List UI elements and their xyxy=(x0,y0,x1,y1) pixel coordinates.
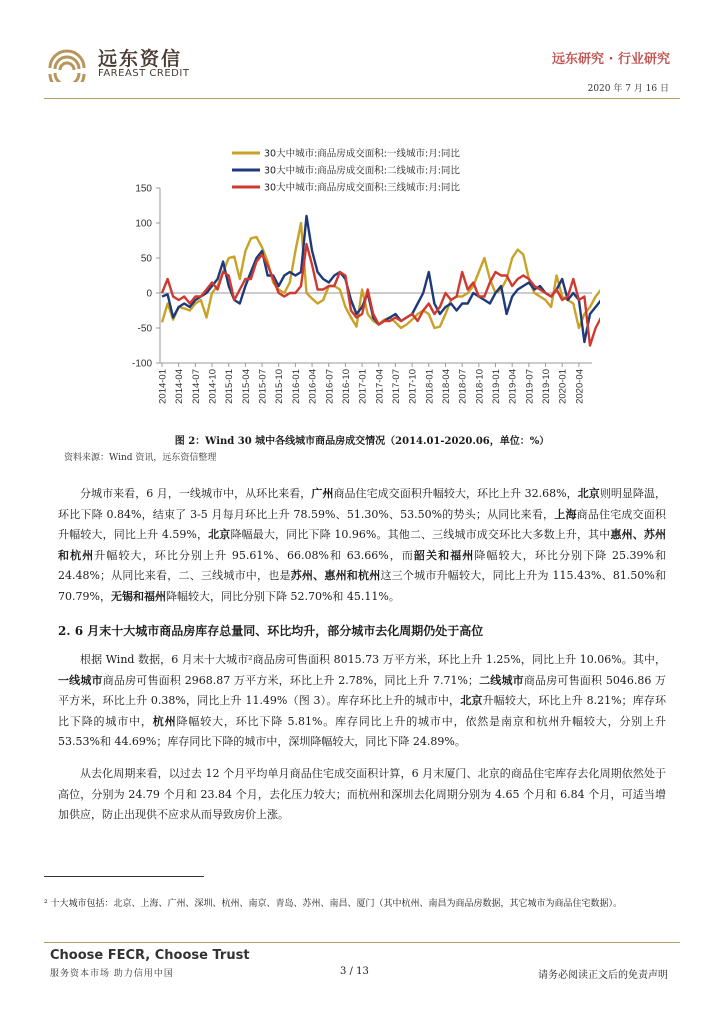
x-tick-label: 2014-10 xyxy=(207,369,219,404)
x-tick-label: 2014-04 xyxy=(174,369,186,404)
legend-label-2: 30大中城市:商品房成交面积:二线城市:月:同比 xyxy=(264,165,460,177)
x-tick-label: 2014-07 xyxy=(190,369,202,404)
x-tick-label: 2015-10 xyxy=(274,369,286,404)
report-series: 远东研究 · 行业研究 xyxy=(552,52,670,67)
y-tick-label: -50 xyxy=(137,323,152,335)
section-heading: 2. 6 月末十大城市商品房库存总量同、环比均升，部分城市去化周期仍处于高位 xyxy=(58,624,484,638)
x-tick-label: 2017-01 xyxy=(357,369,369,404)
paragraph-city-sales: 分城市来看，6 月，一线城市中，从环比来看，广州商品住宅成交面积升幅较大，环比上升 32.68%，北京则明显降温，环比下降 0.84%，结束了 3-5 月每月环比上升 78.59%、51.30%、53.50%的势头；从同比来看，上海商品住宅成交面积升幅较大，同比上升 4.59%，北京降幅最大，同比下降 10.96%。其他二、三线城市成交环比大多数上升，其中惠州、苏州和杭州升幅较大，环比分别上升 95.61%、66.08%和 63.66%，而韶关和福州降幅较大，环比分别下降 25.39%和 24.48%；从同比来看，二、三线城市中，也是苏州、惠州和杭州这三个城市升幅较大，同比上升为 115.43%、81.50%和 70.79%，无锡和福州降幅较大，同比分别下降 52.70%和 45.11%。 xyxy=(58,487,667,603)
line-chart xyxy=(130,140,600,425)
x-tick-label: 2019-07 xyxy=(524,369,536,404)
page-number: 3 / 13 xyxy=(340,966,369,977)
x-tick-label: 2019-10 xyxy=(541,369,553,404)
footnote-divider xyxy=(44,876,204,877)
x-tick-label: 2015-04 xyxy=(240,369,252,404)
logo-name-en: FAREAST CREDIT xyxy=(98,68,190,79)
x-tick-label: 2019-04 xyxy=(507,369,519,404)
legend-label-1: 30大中城市:商品房成交面积:一线城市:月:同比 xyxy=(264,148,460,160)
header-divider xyxy=(44,98,680,99)
footer-slogan: Choose FECR, Choose Trust xyxy=(50,948,250,963)
fareast-logo-icon xyxy=(44,42,90,82)
disclaimer-note: 请务必阅读正文后的免责声明 xyxy=(538,970,668,981)
y-tick-label: 0 xyxy=(146,288,152,300)
x-tick-label: 2017-07 xyxy=(390,369,402,404)
x-tick-label: 2014-01 xyxy=(157,369,169,404)
x-tick-label: 2016-10 xyxy=(340,369,352,404)
logo-name-cn: 远东资信 xyxy=(98,48,183,70)
x-tick-label: 2016-01 xyxy=(290,369,302,404)
x-tick-label: 2020-04 xyxy=(574,369,586,404)
x-tick-label: 2020-01 xyxy=(557,369,569,404)
x-tick-label: 2018-01 xyxy=(424,369,436,404)
paragraph-inventory: 根据 Wind 数据，6 月末十大城市²商品房可售面积 8015.73 万平方米，环比上升 1.25%，同比上升 10.06%。其中，一线城市商品房可售面积 2968.87 万平方米，环比上升 2.78%，同比上升 7.71%；二线城市商品房可售面积 5046.86 万平方米，环比上升 0.38%，同比上升 11.49%（图 3）。库存环比上升的城市中，北京升幅较大，环比上升 8.21%；库存环比下降的城市中，杭州降幅较大，环比下降 5.81%。库存同比上升的城市中，依然是南京和杭州升幅较大，分别上升 53.53%和 44.69%；库存同比下降的城市中，深圳降幅较大，同比下降 24.89%。 xyxy=(58,653,667,748)
figure-source: 资料来源：Wind 资讯，远东资信整理 xyxy=(64,453,217,463)
x-tick-label: 2017-10 xyxy=(407,369,419,404)
y-tick-label: 150 xyxy=(135,183,152,195)
x-tick-label: 2015-01 xyxy=(224,369,236,404)
x-tick-label: 2018-04 xyxy=(440,369,452,404)
y-tick-label: 100 xyxy=(135,218,152,230)
paragraph-destocking: 从去化周期来看，以过去 12 个月平均单月商品住宅成交面积计算，6 月末厦门、北京的商品住宅库存去化周期依然处于高位，分别为 24.79 个月和 23.84 个月，去化压力较大；而杭州和深圳去化周期分别为 4.65 个月和 6.84 个月，可适当增加供应，防止出现供不应求从而导致房价上涨。 xyxy=(58,767,666,821)
x-tick-label: 2018-10 xyxy=(474,369,486,404)
footnote: ² 十大城市包括：北京、上海、广州、深圳、杭州、南京、青岛、苏州、南昌、厦门（其中杭州、南昌为商品房数据，其它城市为商品住宅数据）。 xyxy=(44,899,622,909)
footer-tagline: 服务资本市场 助力信用中国 xyxy=(50,969,174,979)
y-tick-label: 50 xyxy=(140,253,152,265)
x-tick-label: 2017-04 xyxy=(374,369,386,404)
x-tick-label: 2019-01 xyxy=(491,369,503,404)
y-tick-label: -100 xyxy=(131,358,152,370)
x-tick-label: 2018-07 xyxy=(457,369,469,404)
legend-label-3: 30大中城市:商品房成交面积:三线城市:月:同比 xyxy=(264,182,460,194)
report-date: 2020 年 7 月 16 日 xyxy=(587,84,669,94)
figure-caption: 图 2：Wind 30 城中各线城市商品房成交情况（2014.01-2020.06，单位：%） xyxy=(174,436,550,447)
x-tick-label: 2016-07 xyxy=(324,369,336,404)
x-tick-label: 2016-04 xyxy=(307,369,319,404)
footer-divider xyxy=(44,942,680,943)
x-tick-label: 2015-07 xyxy=(257,369,269,404)
